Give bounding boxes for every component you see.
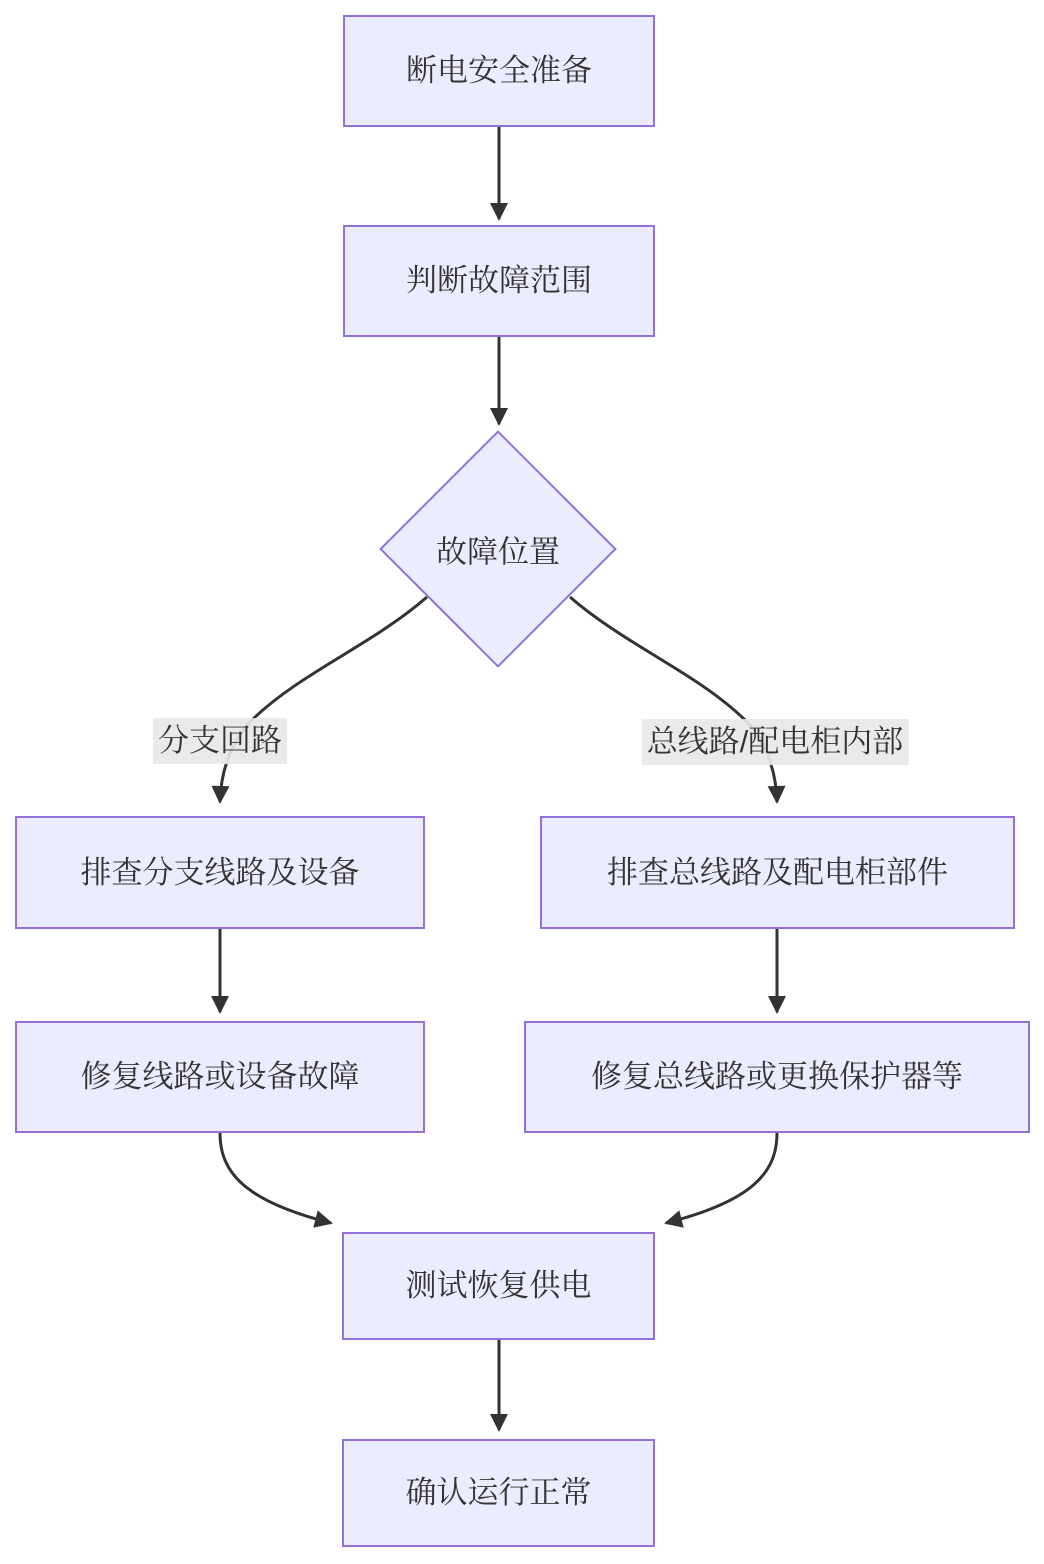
node-confirm-normal-operation: 确认运行正常 xyxy=(342,1439,655,1547)
edge-decision-to-main-check xyxy=(570,597,777,802)
edge-label-branch-circuit: 分支回路 xyxy=(153,718,287,764)
node-power-off-preparation: 断电安全准备 xyxy=(343,15,655,127)
node-repair-main-line: 修复总线路或更换保护器等 xyxy=(524,1021,1030,1133)
node-test-restore-power: 测试恢复供电 xyxy=(342,1232,655,1340)
edge-label-main-line: 总线路/配电柜内部 xyxy=(642,719,909,765)
node-repair-branch-fault: 修复线路或设备故障 xyxy=(15,1021,425,1133)
node-check-branch-lines: 排查分支线路及设备 xyxy=(15,816,425,929)
node-fault-location-label: 故障位置 xyxy=(436,534,560,570)
node-check-main-line-cabinet: 排查总线路及配电柜部件 xyxy=(540,816,1015,929)
edge-branch-fix-to-test xyxy=(220,1133,331,1223)
edge-decision-to-branch-check xyxy=(220,597,427,802)
node-determine-fault-scope: 判断故障范围 xyxy=(343,225,655,337)
edge-main-fix-to-test xyxy=(666,1133,777,1223)
